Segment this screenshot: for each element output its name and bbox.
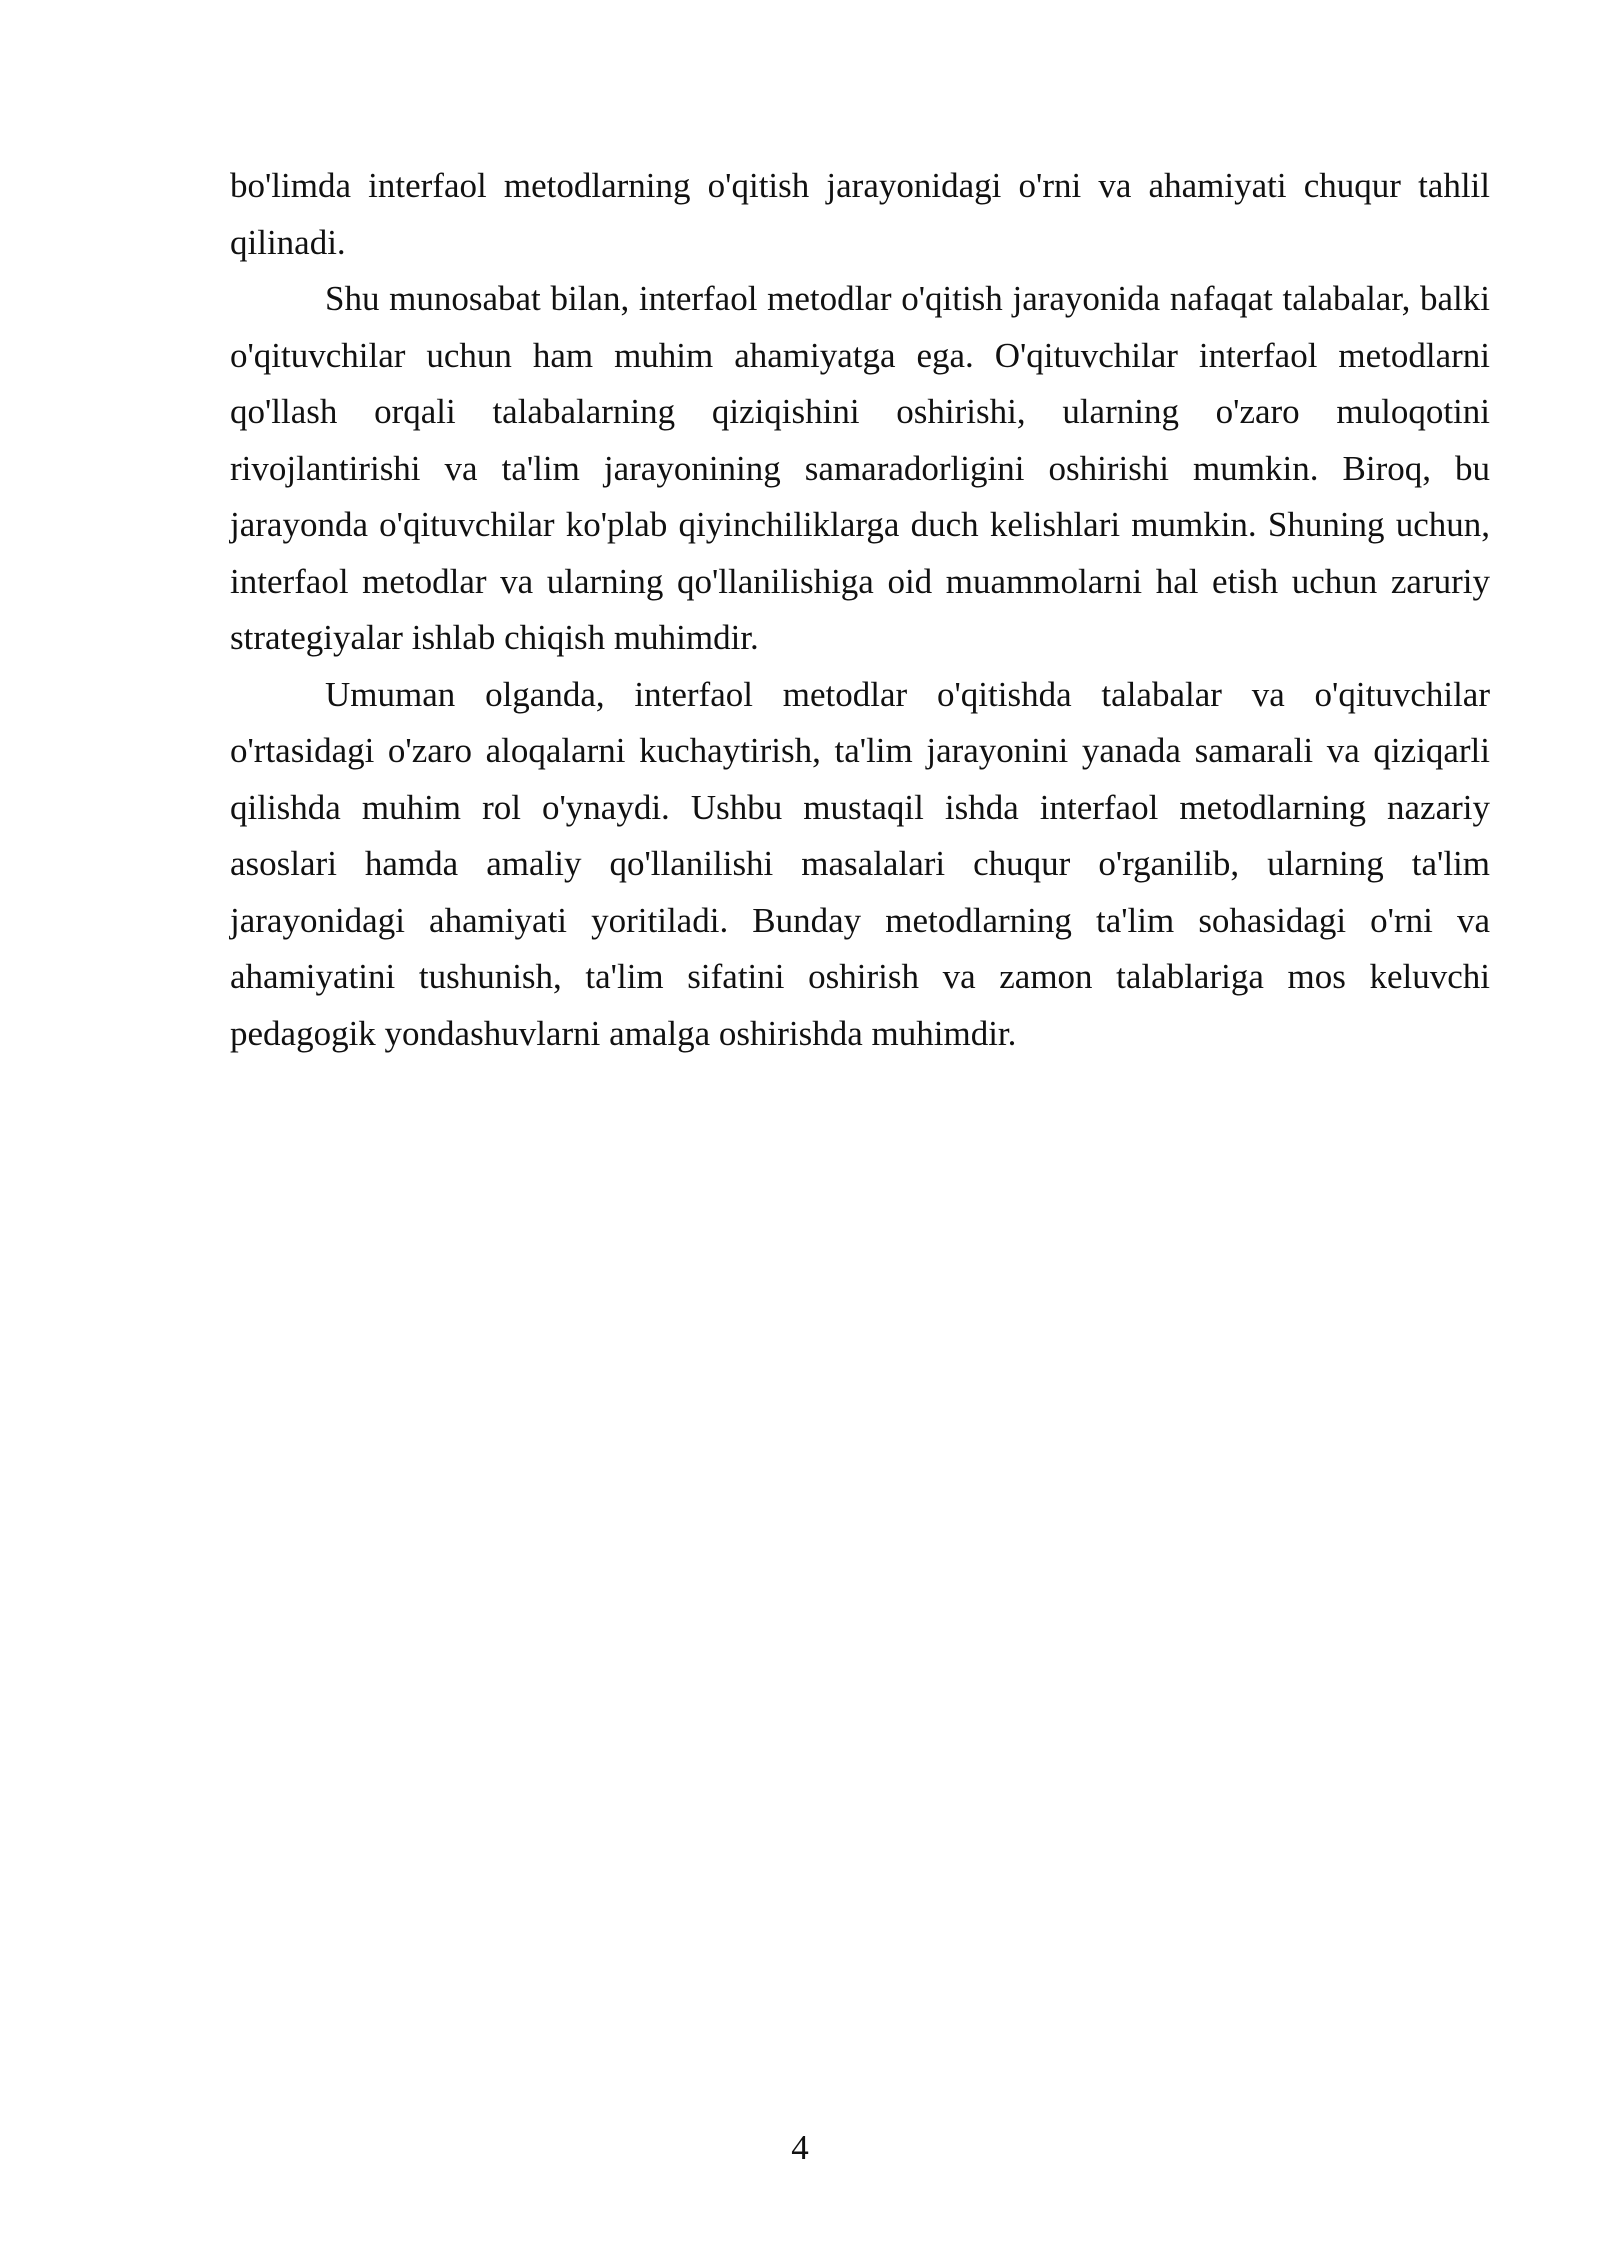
paragraph-continuation: bo'limda interfaol metodlarning o'qitish jarayonidagi o'rni va ahamiyati chuqur tahlil qilinadi. bbox=[230, 166, 1490, 262]
paragraph: Umuman olganda, interfaol metodlar o'qitishda talabalar va o'qituvchilar o'rtasidagi o'zaro aloqalarni kuchaytirish, ta'lim jarayonini yanada samarali va qiziqarli qilishda muhim rol o'ynaydi. Ushbu mustaqil ishda interfaol metodlarning nazariy asoslari hamda amaliy qo'llanilishi masalalari chuqur o'rganilib, ularning ta'lim jarayonidagi ahamiyati yoritiladi. Bunday metodlarning ta'lim sohasidagi o'rni va ahamiyatini tushunish, ta'lim sifatini oshirish va zamon talablariga mos keluvchi pedagogik yondashuvlarni amalga oshirishda muhimdir. bbox=[230, 674, 1490, 1053]
body-text bbox=[230, 158, 1490, 1062]
page-number: 4 bbox=[791, 2128, 809, 2167]
paragraph: Shu munosabat bilan, interfaol metodlar o'qitish jarayonida nafaqat talabalar, balki o'qituvchilar uchun ham muhim ahamiyatga ega. O'qituvchilar interfaol metodlarni qo'llash orqali talabalarning qiziqishini oshirishi, ularning o'zaro muloqotini rivojlantirishi va ta'lim jarayonining samaradorligini oshirishi mumkin. Biroq, bu jarayonda o'qituvchilar ko'plab qiyinchiliklarga duch kelishlari mumkin. Shuning uchun, interfaol metodlar va ularning qo'llanilishiga oid muammolarni hal etish uchun zaruriy strategiyalar ishlab chiqish muhimdir. bbox=[230, 279, 1490, 657]
